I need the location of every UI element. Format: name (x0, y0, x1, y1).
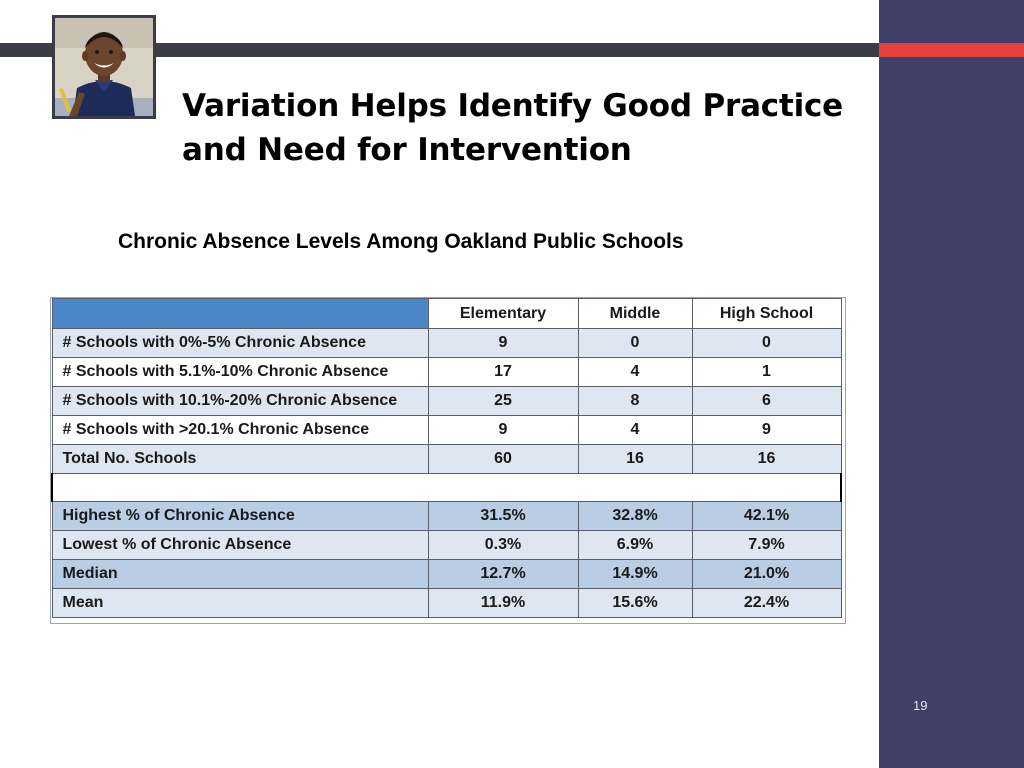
row-label: Median (52, 560, 428, 589)
cell-elementary: 9 (428, 329, 578, 358)
table-row (52, 387, 841, 416)
row-label: # Schools with >20.1% Chronic Absence (52, 416, 428, 445)
row-label: # Schools with 0%-5% Chronic Absence (52, 329, 428, 358)
cell-high-school: 16 (692, 445, 841, 474)
title-line-1: Variation Helps Identify Good Practice (182, 88, 844, 124)
cell-high-school: 9 (692, 416, 841, 445)
row-label: Mean (52, 589, 428, 618)
cell-elementary: 11.9% (428, 589, 578, 618)
spacer-cell (52, 474, 841, 502)
cell-elementary: 12.7% (428, 560, 578, 589)
column-header-elementary: Elementary (428, 299, 578, 329)
table-frame (50, 297, 846, 624)
cell-elementary: 0.3% (428, 531, 578, 560)
cell-elementary: 9 (428, 416, 578, 445)
side-panel (879, 0, 1024, 768)
cell-middle: 32.8% (578, 502, 692, 531)
cell-middle: 0 (578, 329, 692, 358)
table-caption: Chronic Absence Levels Among Oakland Public Schools (118, 230, 684, 253)
table-row (52, 560, 841, 589)
column-header-high-school: High School (692, 299, 841, 329)
cell-elementary: 17 (428, 358, 578, 387)
row-label: # Schools with 10.1%-20% Chronic Absence (52, 387, 428, 416)
cell-middle: 4 (578, 416, 692, 445)
table-row (52, 531, 841, 560)
table-row (52, 416, 841, 445)
slide-title (182, 84, 872, 172)
table-row (52, 502, 841, 531)
table-row (52, 358, 841, 387)
cell-high-school: 1 (692, 358, 841, 387)
table-spacer-row (52, 474, 841, 502)
title-line-2: and Need for Intervention (182, 132, 632, 168)
table-row-total (52, 445, 841, 474)
cell-elementary: 31.5% (428, 502, 578, 531)
cell-middle: 14.9% (578, 560, 692, 589)
cell-high-school: 42.1% (692, 502, 841, 531)
row-label: # Schools with 5.1%-10% Chronic Absence (52, 358, 428, 387)
cell-high-school: 0 (692, 329, 841, 358)
table-header-row (52, 299, 841, 329)
cell-elementary: 25 (428, 387, 578, 416)
chronic-absence-table (51, 298, 842, 618)
column-header-middle: Middle (578, 299, 692, 329)
student-photo (52, 15, 156, 119)
row-label: Lowest % of Chronic Absence (52, 531, 428, 560)
cell-middle: 6.9% (578, 531, 692, 560)
cell-middle: 15.6% (578, 589, 692, 618)
cell-high-school: 21.0% (692, 560, 841, 589)
row-label: Total No. Schools (52, 445, 428, 474)
header-corner-cell (52, 299, 428, 329)
cell-middle: 4 (578, 358, 692, 387)
cell-middle: 8 (578, 387, 692, 416)
table-row (52, 589, 841, 618)
cell-high-school: 22.4% (692, 589, 841, 618)
cell-elementary: 60 (428, 445, 578, 474)
cell-high-school: 7.9% (692, 531, 841, 560)
cell-middle: 16 (578, 445, 692, 474)
page-number: 19 (913, 698, 928, 713)
accent-bar (879, 43, 1024, 57)
cell-high-school: 6 (692, 387, 841, 416)
row-label: Highest % of Chronic Absence (52, 502, 428, 531)
table-row (52, 329, 841, 358)
